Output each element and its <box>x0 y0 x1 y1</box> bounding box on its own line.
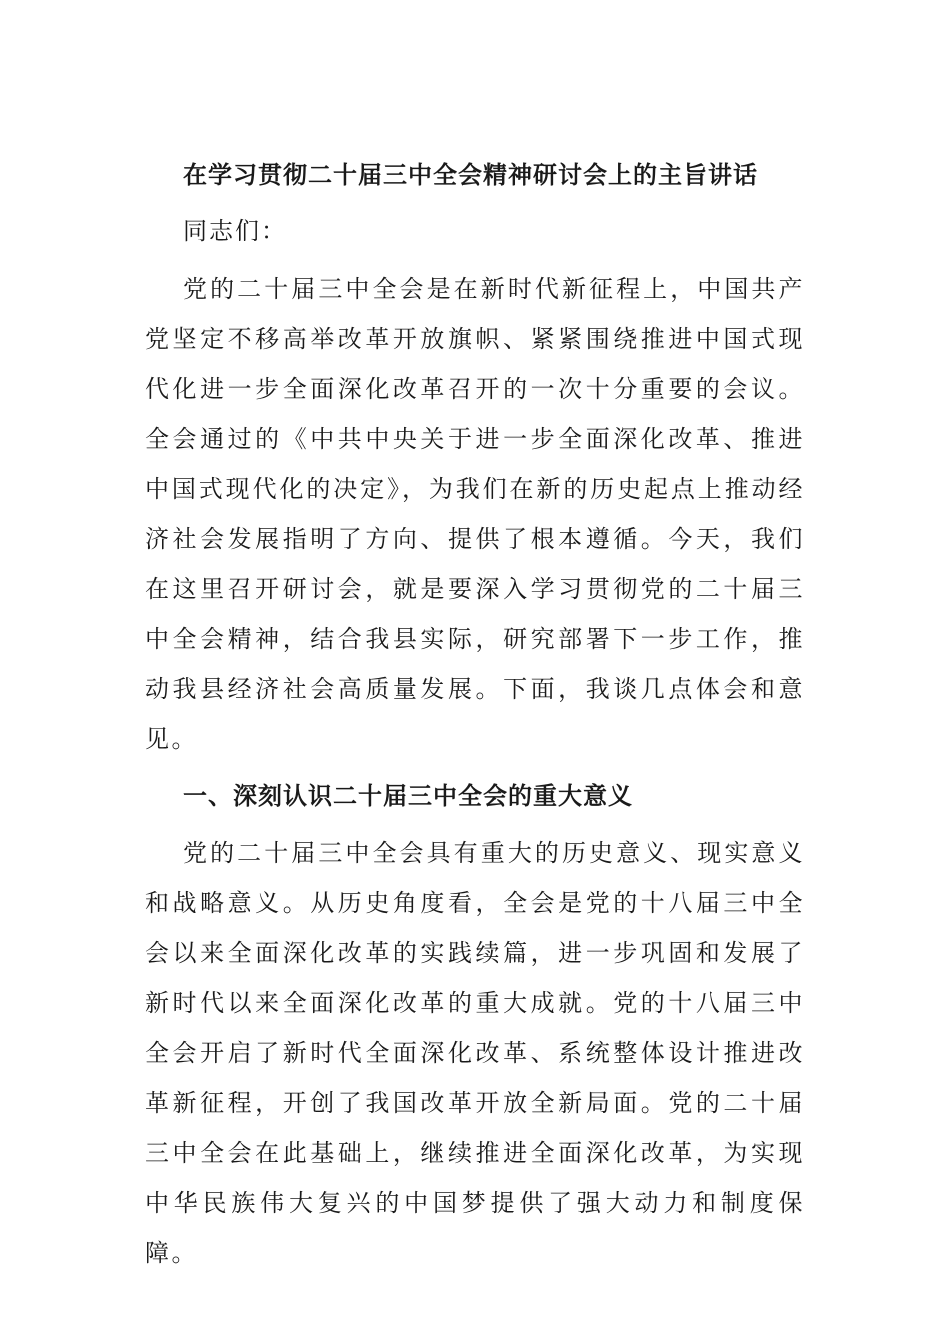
section-heading: 一、深刻认识二十届三中全会的重大意义 <box>183 782 633 810</box>
document-title: 在学习贯彻二十届三中全会精神研讨会上的主旨讲话 <box>183 161 758 189</box>
spacer <box>145 256 805 264</box>
section-paragraph: 党的二十届三中全会具有重大的历史意义、现实意义和战略意义。从历史角度看，全会是党的十八届三中全会以来全面深化改革的实践续篇，进一步巩固和发展了新时代以来全面深化改革的重大成就。党的十八届三中全会开启了新时代全面深化改革、系统整体设计推进改革新征程，开创了我国改革开放全新局面。党的二十届三中全会在此基础上，继续推进全面深化改革，为实现中华民族伟大复兴的中国梦提供了强大动力和制度保障。 <box>145 839 805 1267</box>
intro-paragraph: 党的二十届三中全会是在新时代新征程上，中国共产党坚定不移高举改革开放旗帜、紧紧围绕推进中国式现代化进一步全面深化改革召开的一次十分重要的会议。全会通过的《中共中央关于进一步全面深化改革、推进中国式现代化的决定》，为我们在新的历史起点上推动经济社会发展指明了方向、提供了根本遵循。今天，我们在这里召开研讨会，就是要深入学习贯彻党的二十届三中全会精神，结合我县实际，研究部署下一步工作，推动我县经济社会高质量发展。下面，我谈几点体会和意见。 <box>145 275 805 753</box>
document-body <box>145 150 805 1278</box>
salutation: 同志们： <box>183 217 287 245</box>
